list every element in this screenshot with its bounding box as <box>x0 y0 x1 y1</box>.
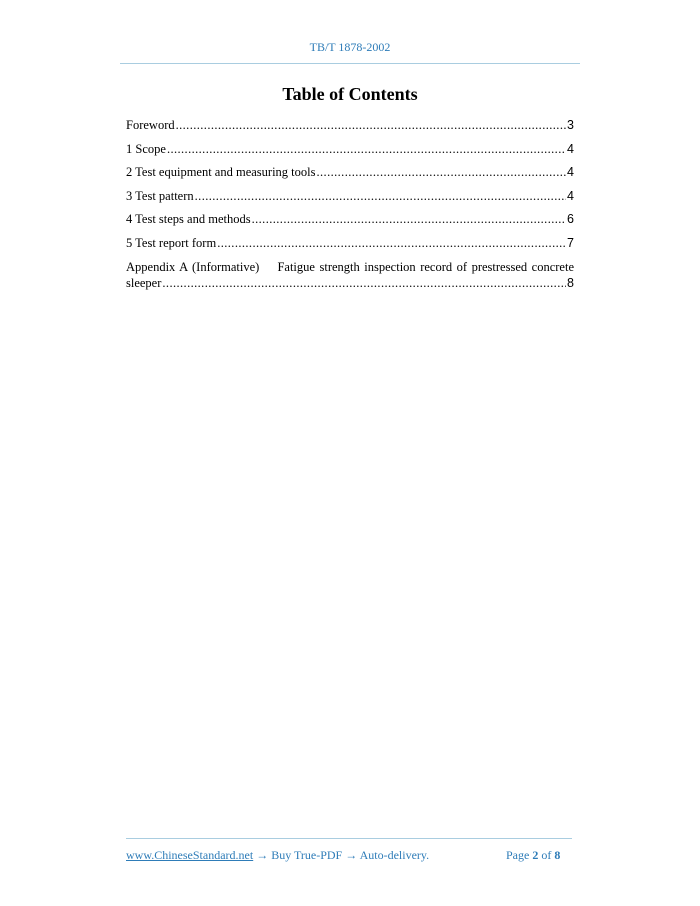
toc-entry-page: 7 <box>567 235 574 250</box>
toc-leader-dots <box>252 212 566 227</box>
toc-entry-page: 4 <box>567 141 574 156</box>
website-link[interactable]: www.ChineseStandard.net <box>126 848 254 862</box>
toc-entry-page: 8 <box>567 276 574 290</box>
toc-entry-test-report[interactable] <box>126 236 574 260</box>
page-number <box>506 848 560 863</box>
toc-entry-page: 4 <box>567 188 574 203</box>
buy-pdf-text: Buy True-PDF <box>271 848 343 862</box>
document-code-header: TB/T 1878-2002 <box>309 40 391 54</box>
toc-leader-dots <box>162 275 566 291</box>
header-divider <box>120 63 580 64</box>
toc-leader-dots <box>217 236 566 251</box>
toc-entry-foreword[interactable] <box>126 118 574 142</box>
toc-entry-text: 1 Scope <box>126 141 166 156</box>
page-label: Page <box>506 848 530 862</box>
footer-divider <box>126 838 572 839</box>
toc-entry-page: 3 <box>567 118 574 132</box>
toc-leader-dots <box>317 165 567 180</box>
toc-leader-dots <box>167 142 566 157</box>
toc-entry-test-steps[interactable] <box>126 212 574 236</box>
footer-promo <box>126 848 429 863</box>
toc-entry-text: 5 Test report form <box>126 235 217 250</box>
toc-entry-appendix-a[interactable] <box>126 259 574 291</box>
auto-delivery-text: Auto-delivery. <box>359 848 430 862</box>
toc-entry-page: 6 <box>567 212 574 226</box>
table-of-contents <box>126 118 574 291</box>
toc-entry-text: Appendix A (Informative) Fatigue strength inspection record of prestressed concrete <box>126 260 574 274</box>
toc-entry-test-pattern[interactable] <box>126 189 574 213</box>
arrow-right-icon: → <box>256 848 269 862</box>
total-pages: 8 <box>554 848 561 862</box>
page-of-label: of <box>541 848 552 862</box>
toc-entry-text: 2 Test equipment and measuring tools <box>126 165 316 179</box>
toc-entry-page: 4 <box>567 165 574 179</box>
toc-entry-text: 4 Test steps and methods <box>126 212 251 226</box>
toc-entry-scope[interactable] <box>126 142 574 166</box>
toc-leader-dots <box>195 189 566 204</box>
arrow-right-icon: → <box>345 848 358 862</box>
toc-entry-text: Foreword <box>126 118 175 132</box>
current-page: 2 <box>532 848 539 862</box>
toc-title: Table of Contents <box>282 84 418 104</box>
toc-entry-text-continued: sleeper <box>126 276 162 290</box>
toc-entry-text: 3 Test pattern <box>126 188 194 203</box>
toc-entry-test-equipment[interactable] <box>126 165 574 189</box>
toc-leader-dots <box>176 118 566 133</box>
